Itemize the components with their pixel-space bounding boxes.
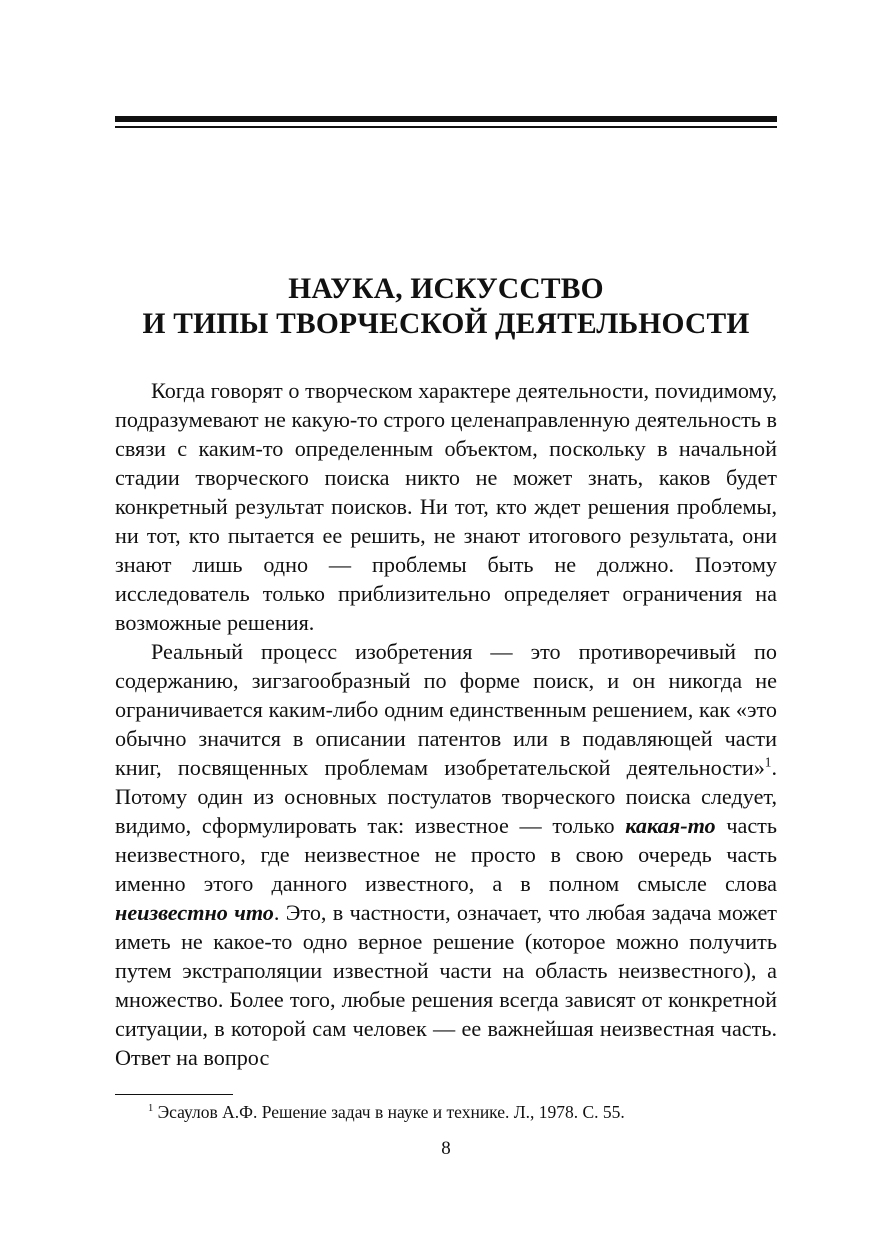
paragraph-2-part-1: Реальный процесс изобретения — это противоречивый по содержанию, зигзагообразный по форме поиск, и он никогда не ограничивается каким-либо одним единственным решением, как «это обычно значится в описании патентов или в подавляющей части книг, посвященных проблемам изобретательской деятельности»: [115, 639, 777, 780]
emphasis-neizvestno-chto: неизвестно что: [115, 900, 274, 925]
footnote: [148, 1101, 777, 1123]
footnote-reference[interactable]: 1: [764, 754, 772, 770]
chapter-title-line-1: НАУКА, ИСКУССТВО: [288, 272, 604, 305]
chapter-title-line-2: И ТИПЫ ТВОРЧЕСКОЙ ДЕЯТЕЛЬНОСТИ: [142, 307, 750, 340]
page-number: 8: [441, 1138, 451, 1159]
paragraph-2-part-3: часть неизвестного, где неизвестное не просто в свою очередь часть именно этого данного известного, а в полном смысле слова: [115, 813, 777, 896]
header-rule-thick: [115, 116, 777, 122]
paragraph-2-part-2: . Потому один из основных постулатов творческого поиска следует, видимо, сформулировать так: известное — только: [115, 755, 777, 838]
paragraph-1: Когда говорят о творческом характере деятельности, поvидимому, подразумевают не какую-то строго целенаправленную деятельность в связи с каким-то определенным объектом, поскольку в начальной стадии творческого поиска никто не может знать, каков будет конкретный результат поисков. Ни тот, кто ждет решения проблемы, ни тот, кто пытается ее решить, не знают итогового результата, они знают лишь одно — проблемы быть не должно. Поэтому исследователь только приблизительно определяет ограничения на возможные решения.: [115, 378, 777, 635]
emphasis-kakaya-to: какая-то: [625, 813, 716, 838]
chapter-title: [115, 272, 777, 342]
footnote-text: Эсаулов А.Ф. Решение задач в науке и технике. Л., 1978. С. 55.: [153, 1102, 625, 1122]
footnote-separator: [115, 1094, 233, 1095]
footnote-number: 1: [148, 1103, 154, 1115]
header-rule-thin: [115, 126, 777, 128]
paragraph-2-part-4: . Это, в частности, означает, что любая задача может иметь не какое-то одно верное решение (которое можно получить путем экстраполяции известной части на область неизвестного), а множество. Более того, любые решения всегда зависят от конкретной ситуации, в которой сам человек — ее важнейшая неизвестная часть. Ответ на вопрос: [115, 900, 777, 1070]
body-text: [115, 376, 777, 1072]
paragraph-2: [115, 637, 777, 1072]
